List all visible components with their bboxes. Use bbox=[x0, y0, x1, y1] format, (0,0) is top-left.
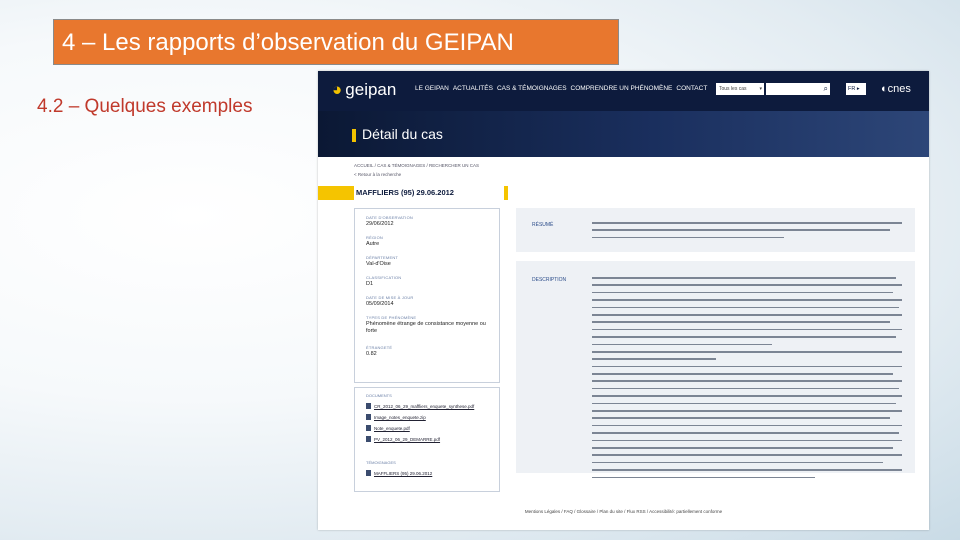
cnes-logo[interactable] bbox=[881, 83, 911, 95]
info-label: CLASSIFICATION bbox=[366, 275, 402, 280]
testimonial-link[interactable]: MAFFLIERS (95) 29.06.2012 bbox=[374, 470, 433, 476]
text-line bbox=[592, 447, 893, 449]
main-nav bbox=[415, 85, 707, 92]
text-line bbox=[592, 358, 716, 360]
case-info-panel bbox=[354, 208, 500, 383]
info-field-date bbox=[366, 215, 413, 227]
nav-item-geipan[interactable]: LE GEIPAN bbox=[415, 85, 449, 92]
text-line bbox=[592, 314, 902, 316]
resume-label: RÉSUMÉ bbox=[532, 222, 554, 228]
info-field-region bbox=[366, 235, 383, 247]
description-label: DESCRIPTION bbox=[532, 277, 567, 283]
description-text bbox=[592, 277, 902, 484]
slide-title: 4 – Les rapports d’observation du GEIPAN bbox=[53, 19, 619, 65]
document-link[interactable]: Note_enquete.pdf bbox=[374, 425, 410, 431]
info-field-etrangete bbox=[366, 345, 392, 357]
text-line bbox=[592, 237, 784, 239]
chevron-down-icon: ▾ bbox=[759, 86, 762, 92]
text-line bbox=[592, 229, 890, 231]
text-line bbox=[592, 329, 902, 331]
geipan-logo[interactable] bbox=[332, 80, 396, 100]
text-line bbox=[592, 388, 899, 390]
document-item[interactable] bbox=[366, 414, 426, 420]
back-link[interactable]: < Retour à la recherche bbox=[354, 172, 402, 177]
description-section bbox=[516, 261, 915, 473]
text-line bbox=[592, 222, 902, 224]
language-select[interactable]: FR ▸ bbox=[846, 83, 866, 95]
nav-item-actualites[interactable]: ACTUALITÉS bbox=[452, 85, 493, 92]
text-line bbox=[592, 477, 815, 479]
cnes-text: cnes bbox=[887, 83, 911, 95]
info-field-departement bbox=[366, 255, 398, 267]
document-item[interactable] bbox=[366, 436, 440, 442]
site-header bbox=[318, 71, 929, 111]
info-value: Autre bbox=[366, 241, 380, 247]
text-line bbox=[592, 321, 890, 323]
documents-label: DOCUMENTS bbox=[366, 393, 392, 398]
document-link[interactable]: Image_notes_enquete.zip bbox=[374, 414, 426, 420]
text-line bbox=[592, 395, 902, 397]
info-label: ÉTRANGETÉ bbox=[366, 345, 393, 350]
nav-item-comprendre[interactable]: COMPRENDRE UN PHÉNOMÈNE bbox=[570, 85, 673, 92]
testimonial-item[interactable] bbox=[366, 470, 432, 476]
document-item[interactable] bbox=[366, 403, 474, 409]
breadcrumb[interactable]: ACCUEIL / CAS & TÉMOIGNAGES / RECHERCHER UN CAS bbox=[354, 163, 480, 168]
nav-item-cas-temoignages[interactable]: CAS & TÉMOIGNAGES bbox=[496, 85, 567, 92]
info-value: 0.82 bbox=[366, 351, 377, 357]
text-line bbox=[592, 403, 896, 405]
text-line bbox=[592, 351, 902, 353]
text-line bbox=[592, 462, 883, 464]
logo-text: geipan bbox=[345, 80, 397, 99]
text-line bbox=[592, 344, 772, 346]
text-line bbox=[592, 469, 902, 471]
case-title: MAFFLIERS (95) 29.06.2012 bbox=[354, 186, 504, 200]
text-line bbox=[592, 440, 902, 442]
info-value: D1 bbox=[366, 281, 374, 287]
resume-text bbox=[592, 222, 902, 244]
text-line bbox=[592, 432, 899, 434]
info-label: DÉPARTEMENT bbox=[366, 255, 399, 260]
file-icon bbox=[366, 470, 371, 476]
testimonials-label: TÉMOIGNAGES bbox=[366, 460, 396, 465]
info-field-classification bbox=[366, 275, 401, 287]
site-footer[interactable]: Mentions Légales / FAQ / Glossaire / Plan du site / Flux RSS / Accessibilité: partiellement conforme bbox=[524, 509, 723, 514]
info-value: Val-d'Oise bbox=[366, 261, 391, 267]
text-line bbox=[592, 454, 902, 456]
text-line bbox=[592, 284, 902, 286]
text-line bbox=[592, 410, 902, 412]
info-label: DATE D'OBSERVATION bbox=[366, 215, 413, 220]
file-icon bbox=[366, 403, 371, 409]
text-line bbox=[592, 425, 902, 427]
info-label: RÉGION bbox=[366, 235, 383, 240]
text-line bbox=[592, 417, 890, 419]
text-line bbox=[592, 336, 896, 338]
text-line bbox=[592, 307, 899, 309]
info-value: 29/06/2012 bbox=[366, 221, 394, 227]
text-line bbox=[592, 299, 902, 301]
text-line bbox=[592, 380, 902, 382]
info-field-update bbox=[366, 295, 414, 307]
language-value: FR bbox=[848, 86, 856, 92]
document-link[interactable]: CR_2012_06_29_maffliers_enquete_synthese.pdf bbox=[374, 403, 475, 409]
documents-panel bbox=[354, 387, 500, 492]
text-line bbox=[592, 366, 902, 368]
page-title: Détail du cas bbox=[362, 126, 443, 142]
document-link[interactable]: PV_2012_06_29_DEMARRE.pdf bbox=[374, 436, 441, 442]
text-line bbox=[592, 277, 896, 279]
title-accent-bar bbox=[352, 129, 356, 142]
document-item[interactable] bbox=[366, 425, 410, 431]
info-value: Phénomène étrange de consistance moyenne ou forte bbox=[366, 321, 486, 334]
logo-mark-icon: ◕ bbox=[332, 80, 343, 99]
text-line bbox=[592, 373, 893, 375]
website-screenshot bbox=[318, 71, 929, 530]
info-label: DATE DE MISE À JOUR bbox=[366, 295, 414, 300]
page-hero bbox=[318, 111, 929, 157]
file-icon bbox=[366, 436, 371, 442]
nav-item-contact[interactable]: CONTACT bbox=[676, 85, 708, 92]
file-icon bbox=[366, 414, 371, 420]
info-value: 05/09/2014 bbox=[366, 301, 394, 307]
search-input[interactable] bbox=[766, 83, 830, 95]
file-icon bbox=[366, 425, 371, 431]
search-scope-select[interactable] bbox=[716, 83, 764, 95]
cnes-mark-icon: ◐ bbox=[881, 83, 888, 95]
slide-subtitle: 4.2 – Quelques exemples bbox=[37, 96, 253, 117]
resume-section bbox=[516, 208, 915, 252]
info-field-type bbox=[366, 315, 492, 335]
text-line bbox=[592, 292, 893, 294]
search-icon[interactable]: ⌕ bbox=[823, 84, 828, 93]
info-label: TYPES DE PHÉNOMÈNE bbox=[366, 315, 417, 320]
search-scope-value: Tous les cas bbox=[719, 86, 747, 92]
